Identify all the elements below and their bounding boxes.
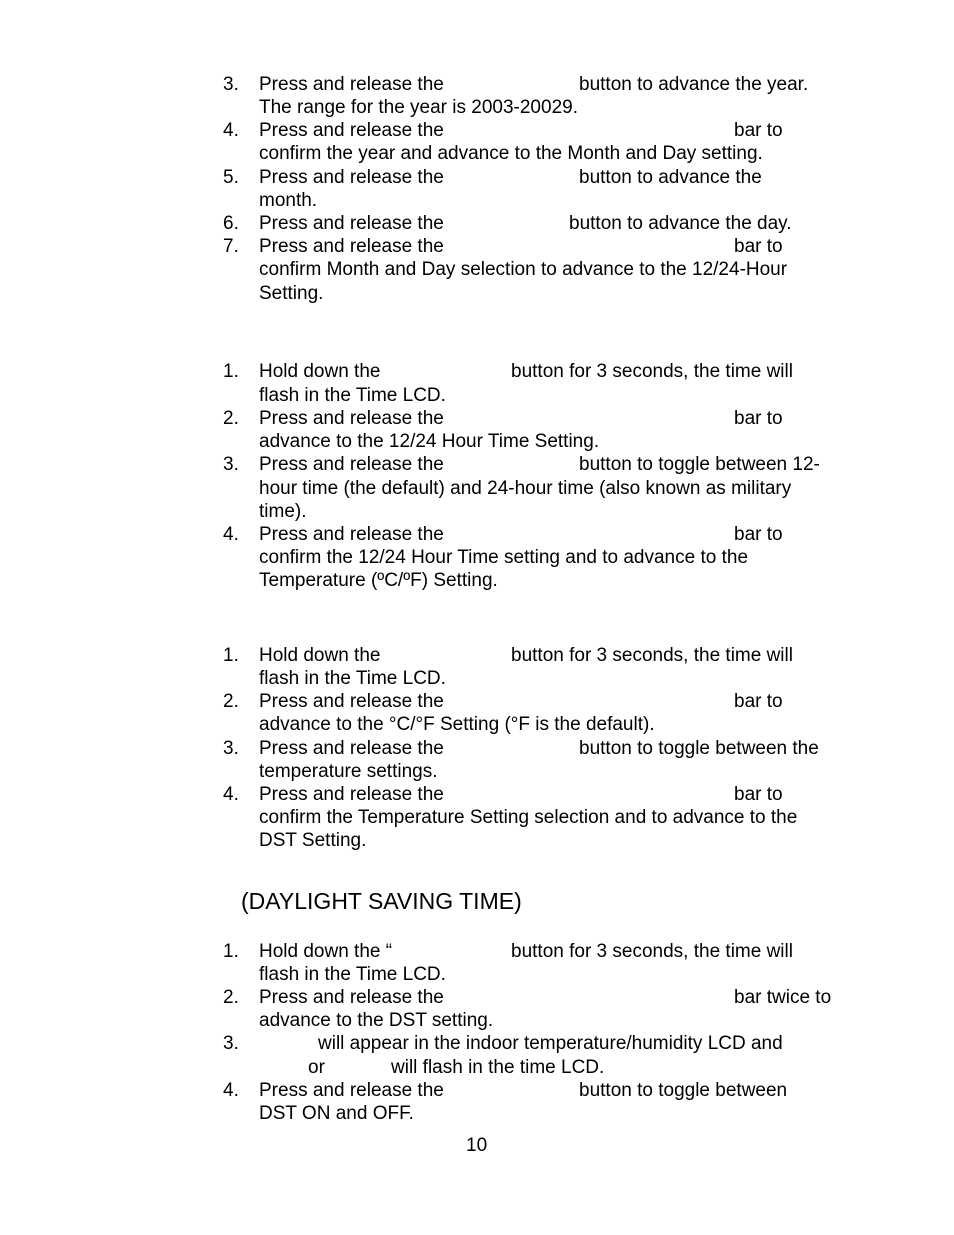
step-text: advance to the DST setting. bbox=[259, 1010, 494, 1031]
step-text: time). bbox=[259, 501, 307, 522]
step-text: bar to bbox=[734, 784, 783, 805]
step-text: bar to bbox=[734, 408, 783, 429]
step-text: button to advance the day. bbox=[569, 213, 792, 234]
step-text: Press and release the bbox=[259, 524, 444, 545]
step-text: Press and release the bbox=[259, 408, 444, 429]
step-text: Press and release the bbox=[259, 784, 444, 805]
step-text: Hold down the bbox=[259, 645, 381, 666]
step-text: Press and release the bbox=[259, 738, 444, 759]
step-number: 2. bbox=[223, 987, 239, 1008]
step-text: or bbox=[308, 1057, 325, 1078]
step-text: advance to the 12/24 Hour Time Setting. bbox=[259, 431, 600, 452]
step-text: Hold down the “ bbox=[259, 941, 393, 962]
step-text: button for 3 seconds, the time will bbox=[511, 941, 793, 962]
step-text: bar to bbox=[734, 120, 783, 141]
step-number: 4. bbox=[223, 1080, 239, 1101]
step-text: DST Setting. bbox=[259, 830, 367, 851]
step-text: confirm the Temperature Setting selection and to advance to the bbox=[259, 807, 798, 828]
step-text: hour time (the default) and 24-hour time (also known as military bbox=[259, 478, 792, 499]
step-text: button to toggle between 12- bbox=[579, 454, 820, 475]
step-text: button to advance the bbox=[579, 167, 762, 188]
step-text: Press and release the bbox=[259, 236, 444, 257]
step-text: Hold down the bbox=[259, 361, 381, 382]
step-text: Press and release the bbox=[259, 167, 444, 188]
step-text: Setting. bbox=[259, 283, 324, 304]
page-number: 10 bbox=[466, 1135, 488, 1156]
step-text: Press and release the bbox=[259, 691, 444, 712]
step-number: 5. bbox=[223, 167, 239, 188]
step-text: bar twice to bbox=[734, 987, 832, 1008]
step-number: 3. bbox=[223, 454, 239, 475]
step-number: 1. bbox=[223, 941, 239, 962]
step-number: 4. bbox=[223, 784, 239, 805]
step-number: 1. bbox=[223, 645, 239, 666]
step-number: 7. bbox=[223, 236, 239, 257]
step-number: 3. bbox=[223, 74, 239, 95]
step-text: button to toggle between bbox=[579, 1080, 788, 1101]
step-text: button for 3 seconds, the time will bbox=[511, 361, 793, 382]
step-text: flash in the Time LCD. bbox=[259, 668, 446, 689]
step-text: confirm the year and advance to the Month and Day setting. bbox=[259, 143, 763, 164]
step-number: 2. bbox=[223, 408, 239, 429]
step-text: flash in the Time LCD. bbox=[259, 385, 446, 406]
step-text: month. bbox=[259, 190, 318, 211]
step-text: advance to the °C/°F Setting (°F is the default). bbox=[259, 714, 655, 735]
step-text: bar to bbox=[734, 524, 783, 545]
step-text: button to toggle between the bbox=[579, 738, 819, 759]
step-text: will flash in the time LCD. bbox=[391, 1057, 605, 1078]
step-text: flash in the Time LCD. bbox=[259, 964, 446, 985]
step-text: confirm the 12/24 Hour Time setting and to advance to the bbox=[259, 547, 749, 568]
step-number: 3. bbox=[223, 1033, 239, 1054]
step-text: bar to bbox=[734, 691, 783, 712]
step-number: 3. bbox=[223, 738, 239, 759]
step-text: Press and release the bbox=[259, 1080, 444, 1101]
step-text: Press and release the bbox=[259, 454, 444, 475]
step-text: button to advance the year. bbox=[579, 74, 809, 95]
step-text: button for 3 seconds, the time will bbox=[511, 645, 793, 666]
step-text: will appear in the indoor temperature/humidity LCD and bbox=[318, 1033, 783, 1054]
step-text: Temperature (ºC/ºF) Setting. bbox=[259, 570, 498, 591]
step-text: Press and release the bbox=[259, 120, 444, 141]
step-number: 6. bbox=[223, 213, 239, 234]
step-text: Press and release the bbox=[259, 987, 444, 1008]
step-number: 4. bbox=[223, 524, 239, 545]
step-text: confirm Month and Day selection to advance to the 12/24-Hour bbox=[259, 259, 788, 280]
step-number: 4. bbox=[223, 120, 239, 141]
step-text: temperature settings. bbox=[259, 761, 438, 782]
step-text: Press and release the bbox=[259, 213, 444, 234]
step-text: The range for the year is 2003-20029. bbox=[259, 97, 578, 118]
step-number: 1. bbox=[223, 361, 239, 382]
dst-section-heading: (DAYLIGHT SAVING TIME) bbox=[241, 888, 522, 914]
step-number: 2. bbox=[223, 691, 239, 712]
step-text: bar to bbox=[734, 236, 783, 257]
step-text: DST ON and OFF. bbox=[259, 1103, 414, 1124]
step-text: Press and release the bbox=[259, 74, 444, 95]
